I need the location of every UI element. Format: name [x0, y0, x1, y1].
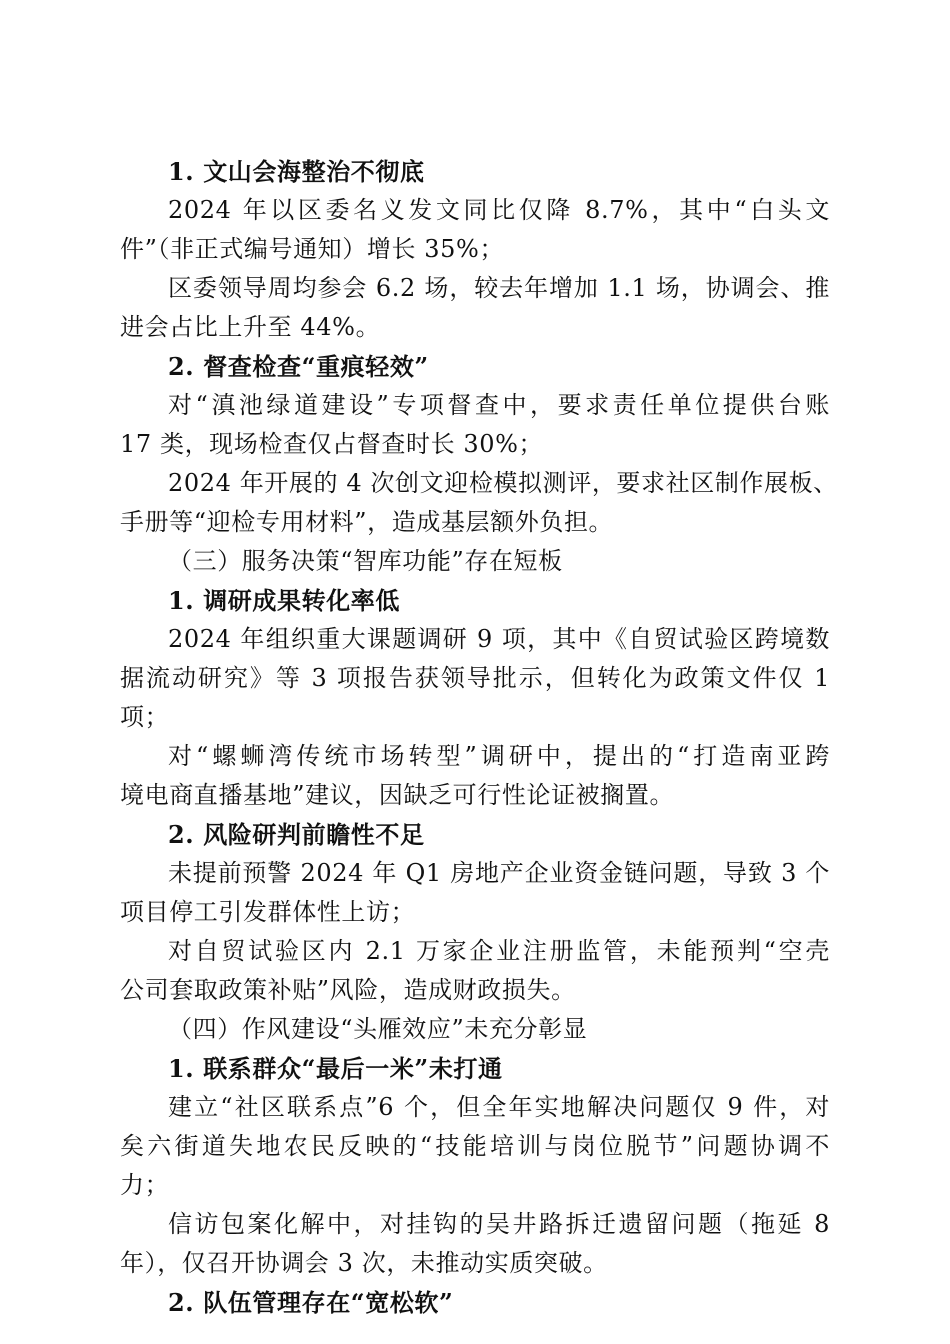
paragraph-line: 公司套取政策补贴”风险，造成财政损失。	[120, 976, 576, 1004]
paragraph-line: 境电商直播基地”建议，因缺乏可行性论证被搁置。	[120, 781, 675, 809]
paragraph-line: 区委领导周均参会 6.2 场，较去年增加 1.1 场，协调会、推	[168, 274, 830, 302]
paragraph-line: 2024 年以区委名义发文同比仅降 8.7%，其中“白头文	[168, 196, 830, 224]
heading-2: 2. 督查检查“重痕轻效”	[168, 352, 429, 381]
paragraph-line: 对自贸试验区内 2.1 万家企业注册监管，未能预判“空壳	[168, 937, 830, 965]
paragraph-line: 进会占比上升至 44%。	[120, 313, 381, 341]
paragraph-line: 据流动研究》等 3 项报告获领导批示，但转化为政策文件仅 1	[120, 664, 830, 692]
paragraph-line: 力；	[120, 1171, 170, 1199]
heading-4-2: 2. 队伍管理存在“宽松软”	[168, 1288, 454, 1317]
section-heading-3: （三）服务决策“智库功能”存在短板	[168, 547, 563, 575]
paragraph-line: 17 类，现场检查仅占督查时长 30%；	[120, 430, 544, 458]
paragraph-line: 手册等“迎检专用材料”，造成基层额外负担。	[120, 508, 614, 536]
section-heading-4: （四）作风建设“头雁效应”未充分彰显	[168, 1015, 588, 1043]
paragraph-line: 2024 年开展的 4 次创文迎检模拟测评，要求社区制作展板、	[168, 469, 838, 497]
heading-3-2: 2. 风险研判前瞻性不足	[168, 820, 425, 849]
heading-4-1: 1. 联系群众“最后一米”未打通	[168, 1054, 503, 1083]
paragraph-line: 矣六街道失地农民反映的“技能培训与岗位脱节”问题协调不	[120, 1132, 830, 1160]
paragraph-line: 2024 年组织重大课题调研 9 项，其中《自贸试验区跨境数	[168, 625, 830, 653]
paragraph-line: 未提前预警 2024 年 Q1 房地产企业资金链问题，导致 3 个	[168, 859, 830, 887]
paragraph-line: 信访包案化解中，对挂钩的吴井路拆迁遗留问题（拖延 8	[168, 1210, 830, 1238]
paragraph-line: 项；	[120, 703, 170, 731]
paragraph-line: 年），仅召开协调会 3 次，未推动实质突破。	[120, 1249, 608, 1277]
document-body	[120, 152, 838, 1322]
heading-1: 1. 文山会海整治不彻底	[168, 157, 425, 186]
paragraph-line: 项目停工引发群体性上访；	[120, 898, 416, 926]
paragraph-line: 件”（非正式编号通知）增长 35%；	[120, 235, 505, 263]
paragraph-line: 对“螺蛳湾传统市场转型”调研中，提出的“打造南亚跨	[168, 742, 830, 770]
paragraph-line: 对“滇池绿道建设”专项督查中，要求责任单位提供台账	[168, 391, 830, 419]
heading-3-1: 1. 调研成果转化率低	[168, 586, 401, 615]
paragraph-line: 建立“社区联系点”6 个，但全年实地解决问题仅 9 件，对	[168, 1093, 830, 1121]
